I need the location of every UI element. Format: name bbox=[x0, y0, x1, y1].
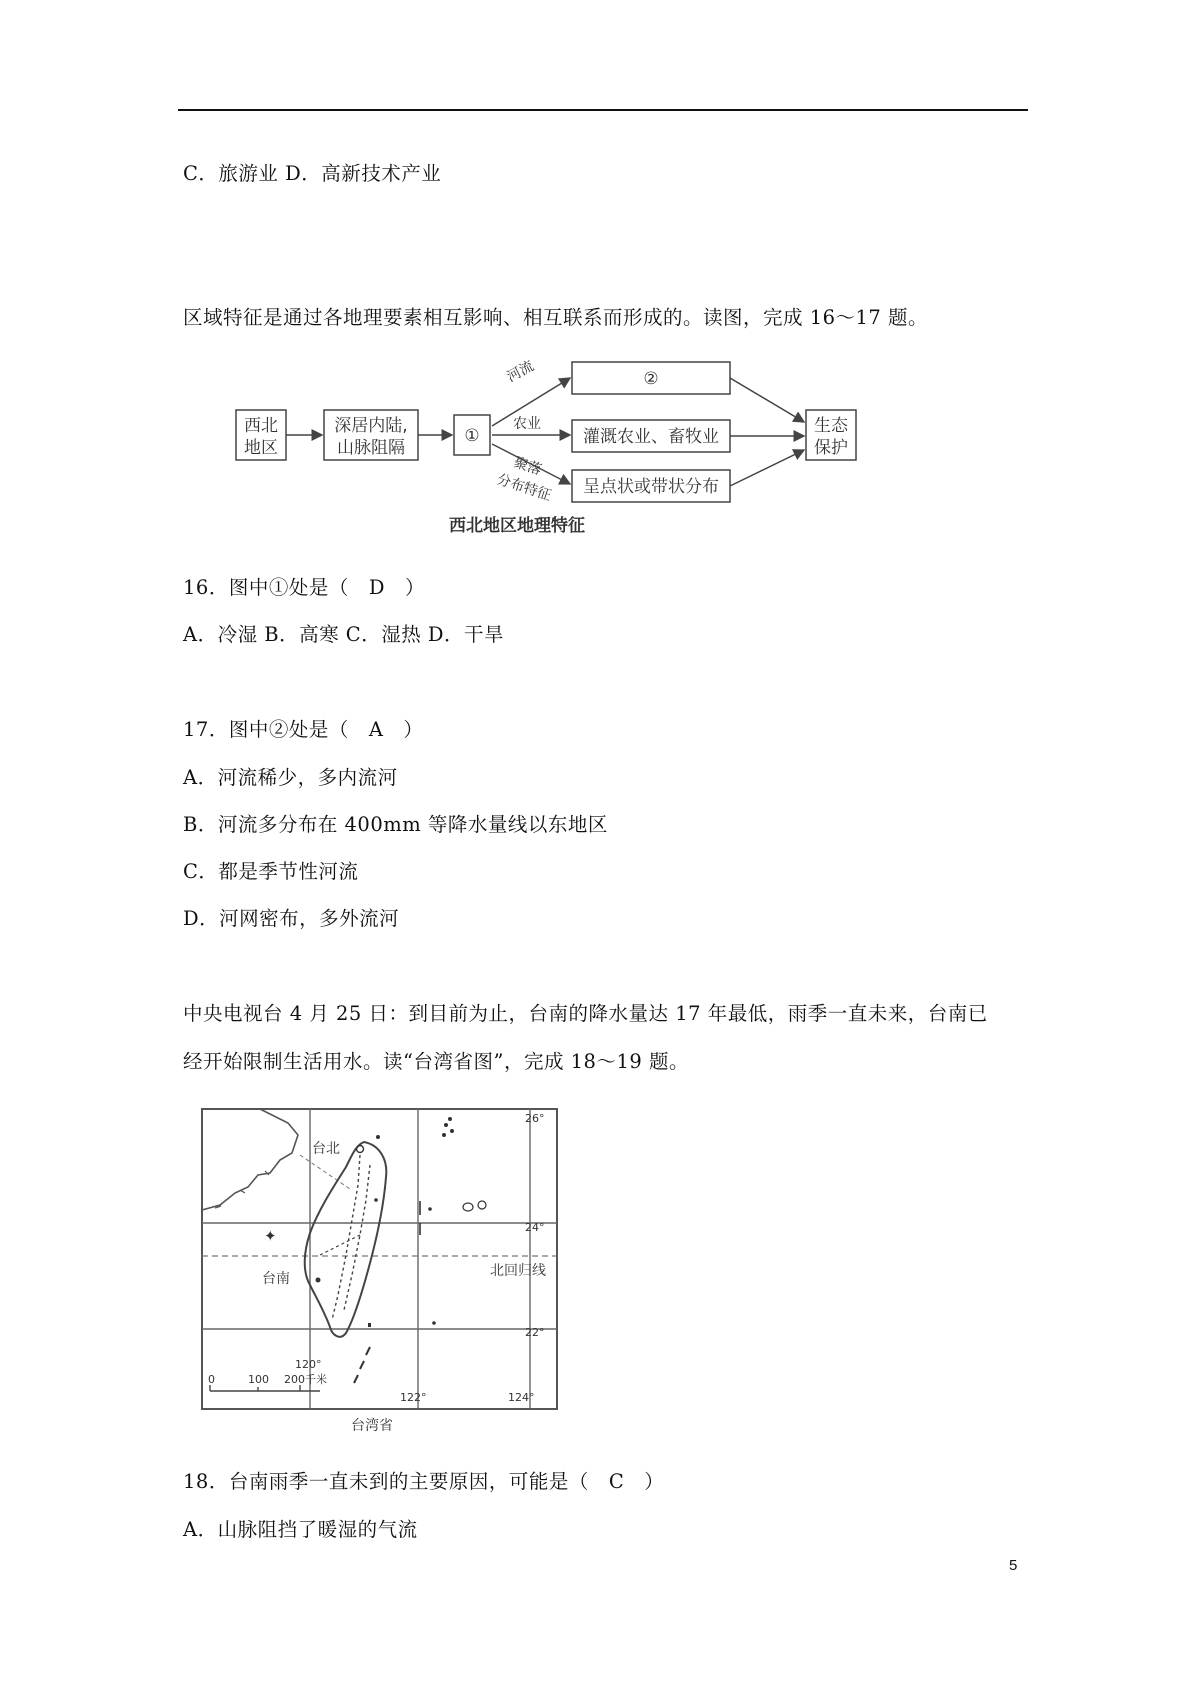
box-agri-label: 灌溉农业、畜牧业 bbox=[583, 427, 719, 447]
q16-options: A．冷湿 B．高寒 C．湿热 D．干旱 bbox=[183, 623, 505, 646]
scale-200: 200千米 bbox=[284, 1373, 327, 1386]
q16-stem: 16．图中①处是（ D ） bbox=[183, 576, 425, 599]
diagram-caption: 西北地区地理特征 bbox=[449, 516, 585, 536]
tropic-label: 北回归线 bbox=[490, 1263, 546, 1279]
q18-stem: 18．台南雨季一直未到的主要原因，可能是（ C ） bbox=[183, 1470, 665, 1493]
city-taibei: 台北 bbox=[312, 1141, 340, 1157]
box-eco-line2: 保护 bbox=[814, 438, 848, 458]
box-region-line1: 西北 bbox=[244, 416, 278, 436]
lon-120: 120° bbox=[295, 1358, 322, 1371]
box-eco-line1: 生态 bbox=[814, 416, 848, 436]
lat-26: 26° bbox=[525, 1112, 545, 1125]
lon-124: 124° bbox=[508, 1391, 535, 1404]
page-number: 5 bbox=[1009, 1557, 1018, 1574]
intro-18-19-line1: 中央电视台 4 月 25 日：到目前为止，台南的降水量达 17 年最低，雨季一直未来，台南已 bbox=[183, 1002, 988, 1025]
lat-22: 22° bbox=[525, 1326, 545, 1339]
prev-options: C．旅游业 D．高新技术产业 bbox=[183, 162, 442, 185]
map-caption: 台湾省 bbox=[351, 1418, 393, 1434]
q17-option-a: A．河流稀少，多内流河 bbox=[183, 766, 398, 789]
q17-option-d: D．河网密布，多外流河 bbox=[183, 907, 400, 930]
q17-option-b: B．河流多分布在 400mm 等降水量线以东地区 bbox=[183, 813, 608, 836]
taiwan-map bbox=[200, 1105, 560, 1440]
label-river: 河流 bbox=[504, 358, 537, 386]
box-settle-label: 呈点状或带状分布 bbox=[583, 477, 719, 497]
city-tainan: 台南 bbox=[262, 1271, 290, 1287]
label-settle-1: 聚落 bbox=[511, 454, 544, 479]
q17-stem: 17．图中②处是（ A ） bbox=[183, 718, 424, 741]
northwest-flow-diagram bbox=[230, 360, 890, 535]
penghu-mark: ✦ bbox=[264, 1227, 277, 1245]
scale-100: 100 bbox=[248, 1373, 269, 1386]
box-region-line2: 地区 bbox=[244, 438, 278, 458]
intro-16-17: 区域特征是通过各地理要素相互影响、相互联系而形成的。读图，完成 16～17 题。 bbox=[183, 306, 929, 329]
lon-122: 122° bbox=[400, 1391, 427, 1404]
q18-option-a: A．山脉阻挡了暖湿的气流 bbox=[183, 1518, 418, 1541]
header-rule bbox=[178, 109, 1028, 111]
scale-0: 0 bbox=[208, 1373, 215, 1386]
box-two-label: ② bbox=[643, 369, 659, 389]
lat-24: 24° bbox=[525, 1221, 545, 1234]
box-one-label: ① bbox=[464, 426, 480, 446]
q17-option-c: C．都是季节性河流 bbox=[183, 860, 359, 883]
box-cause-line1: 深居内陆, bbox=[334, 416, 408, 436]
box-cause-line2: 山脉阻隔 bbox=[337, 438, 405, 458]
intro-18-19-line2: 经开始限制生活用水。读“台湾省图”，完成 18～19 题。 bbox=[183, 1050, 689, 1073]
label-settle-2: 分布特征 bbox=[494, 471, 553, 505]
label-agri: 农业 bbox=[513, 416, 541, 432]
